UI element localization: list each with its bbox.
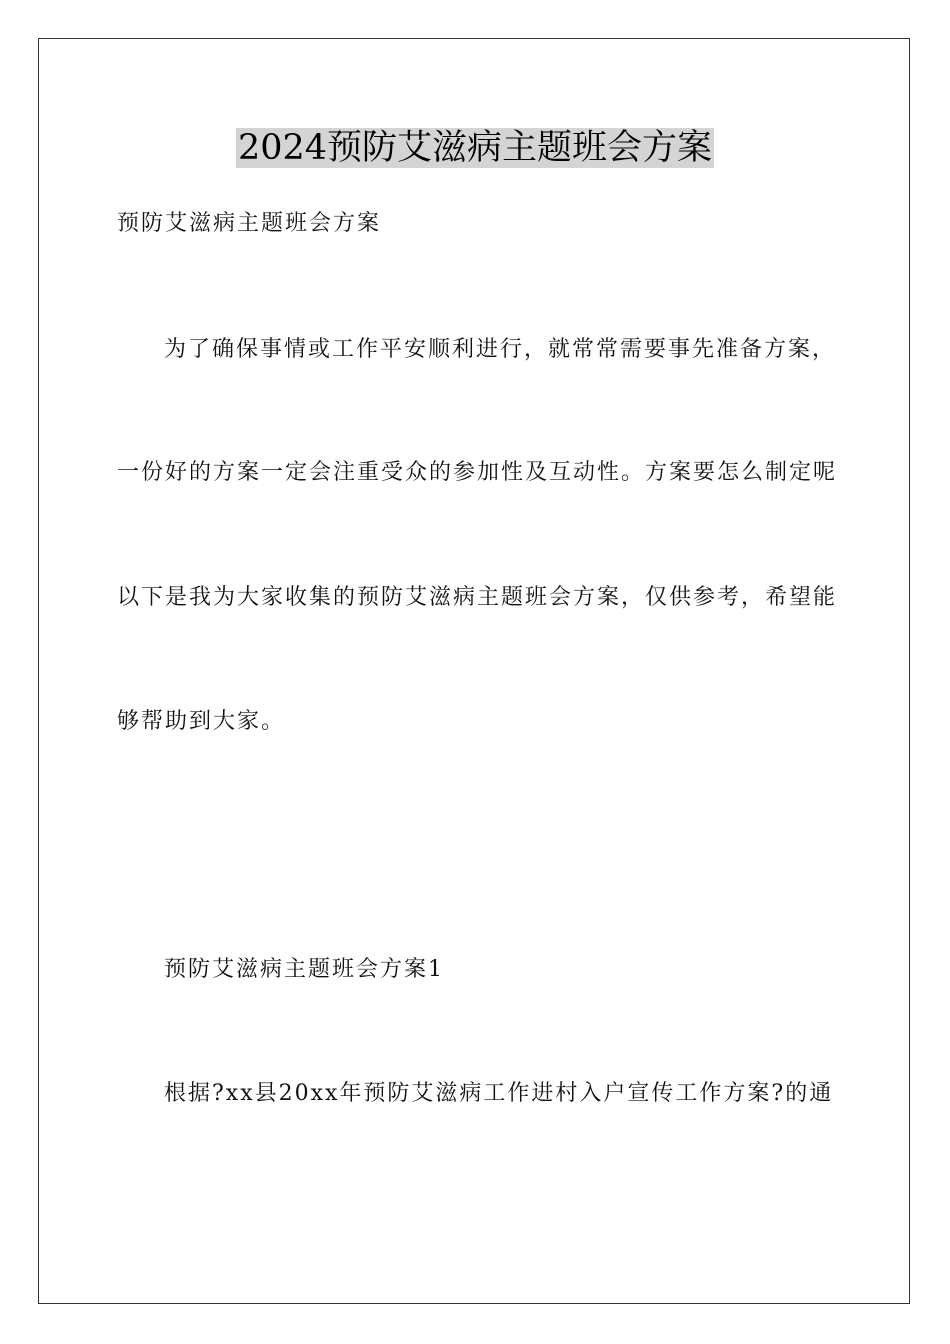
intro-line-3: 以下是我为大家收集的预防艾滋病主题班会方案，仅供参考，希望能 [117, 585, 838, 610]
document-subtitle: 预防艾滋病主题班会方案 [117, 211, 382, 236]
document-title [0, 126, 950, 170]
intro-line-4: 够帮助到大家。 [117, 709, 286, 734]
body-line: 根据?xx县20xx年预防艾滋病工作进村入户宣传工作方案?的通 [164, 1081, 834, 1106]
document-title-text: 2024预防艾滋病主题班会方案 [237, 128, 713, 168]
section-heading: 预防艾滋病主题班会方案1 [164, 957, 444, 982]
intro-line-1: 为了确保事情或工作平安顺利进行，就常常需要事先准备方案， [164, 337, 837, 362]
intro-line-2: 一份好的方案一定会注重受众的参加性及互动性。方案要怎么制定呢 [117, 460, 838, 485]
